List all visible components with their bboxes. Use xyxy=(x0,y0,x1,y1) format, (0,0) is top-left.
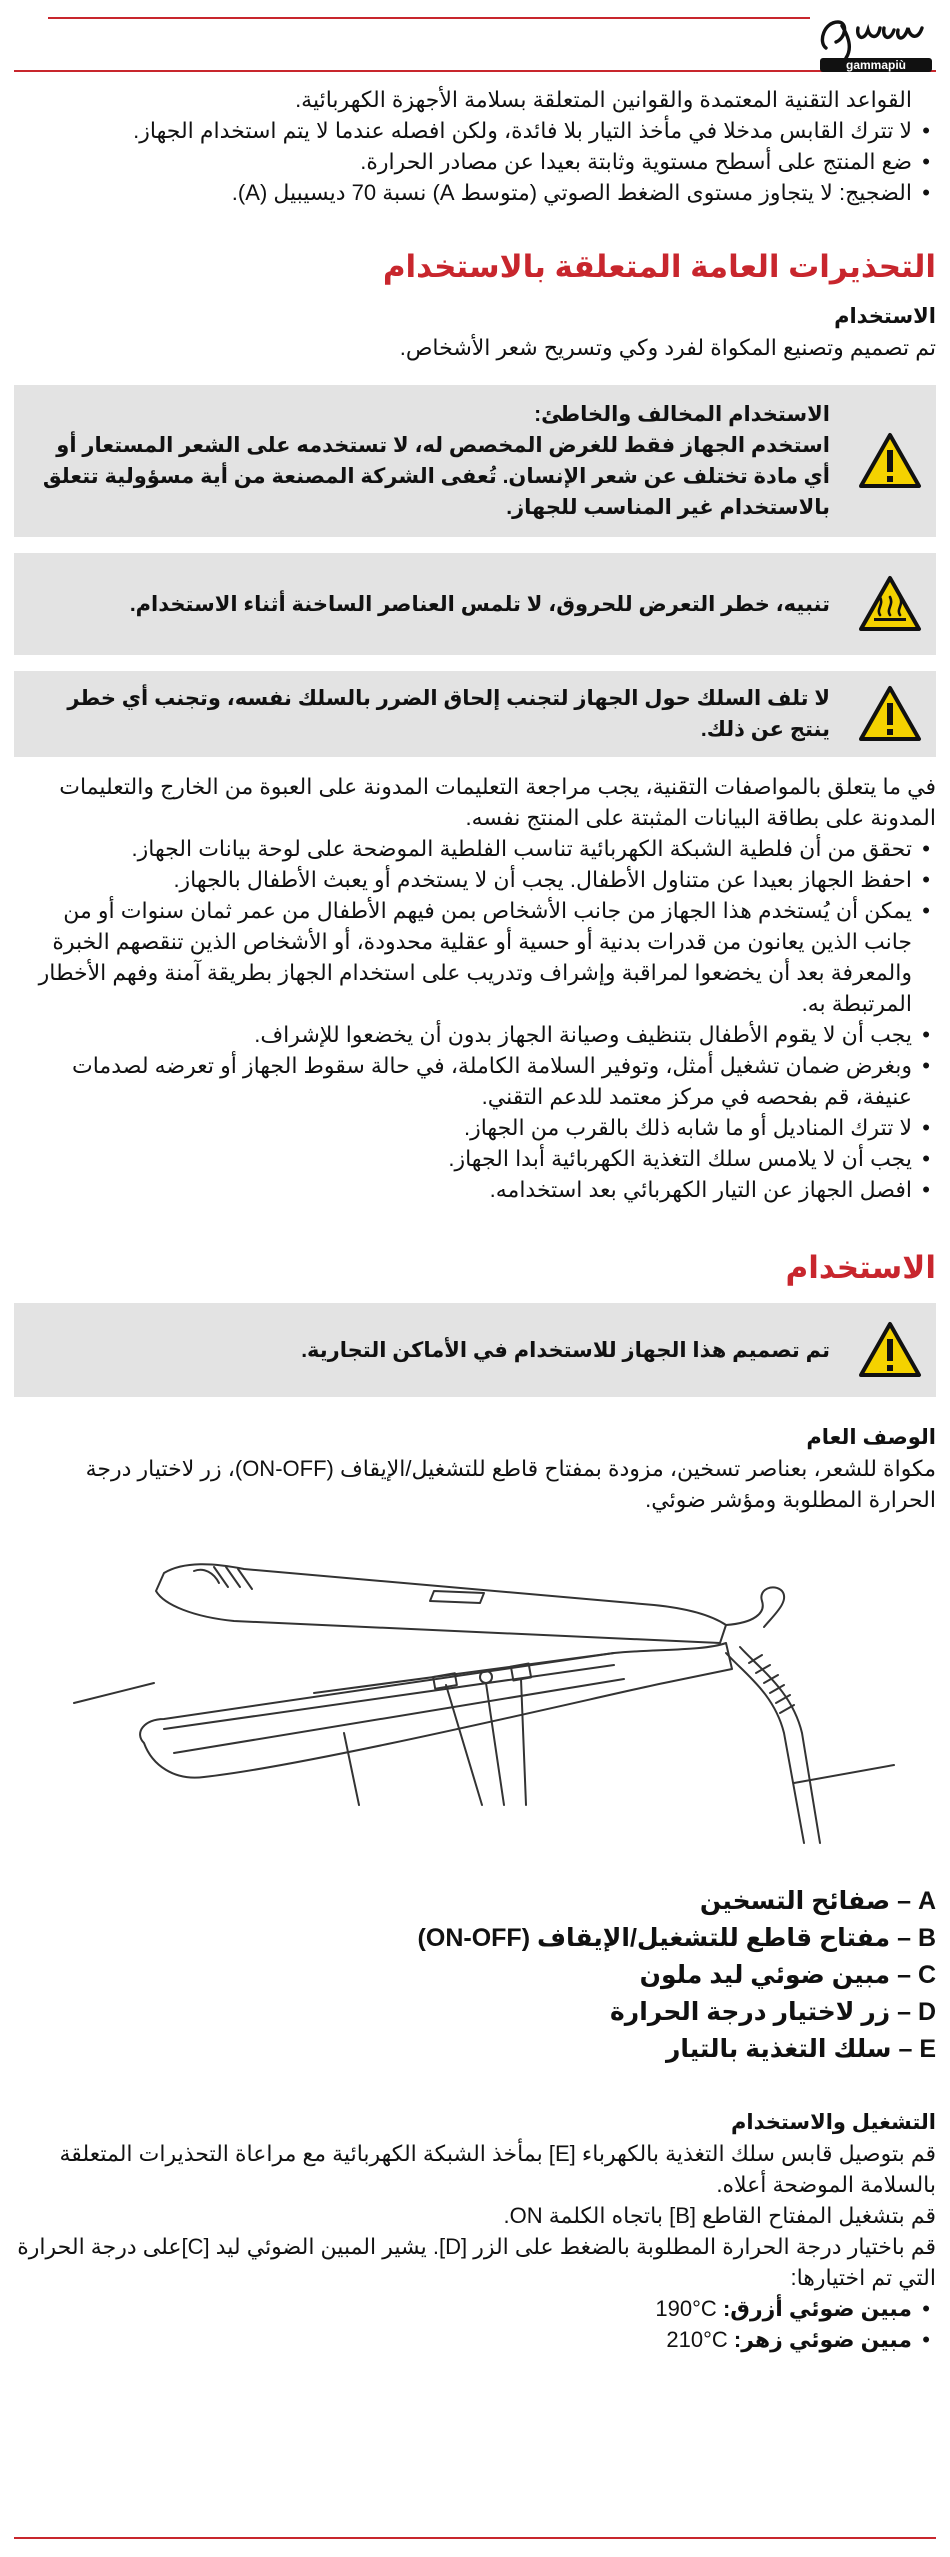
list-item: القواعد التقنية المعتمدة والقوانين المتعلقة بسلامة الأجهزة الكهربائية. xyxy=(295,87,912,112)
operation-step-2: قم بتشغيل المفتاح القاطع [B] باتجاه الكلمة ON. xyxy=(503,2203,936,2228)
section-title-usage: الاستخدام xyxy=(785,1250,936,1285)
warning-triangle-icon xyxy=(858,432,922,490)
list-item: • يجب أن لا يقوم الأطفال بتنظيف وصيانة الجهاز بدون أن يخضعوا للإشراف. xyxy=(14,1019,912,1050)
gammapiu-logo xyxy=(812,8,940,74)
list-item: • افصل الجهاز عن التيار الكهربائي بعد استخدامه. xyxy=(14,1174,912,1205)
hot-surface-icon xyxy=(858,575,922,633)
list-item: • مبين ضوئي أزرق: 190°C xyxy=(14,2293,912,2324)
warning-box-text: استخدم الجهاز فقط للغرض المخصص له، لا تستخدمه على الشعر المستعار أو أي مادة تختلف عن شعر الإنسان. تُعفى الشركة المصنعة من أية مسؤولية تتعلق بالاستخدام غير المناسب للجهاز. xyxy=(42,434,830,519)
warning-box-text: تنبيه، خطر التعرض للحروق، لا تلمس العناصر الساخنة أثناء الاستخدام. xyxy=(129,592,830,616)
usage-text: تم تصميم وتصنيع المكواة لفرد وكي وتسريح شعر الأشخاص. xyxy=(399,335,936,360)
warning-box-text: لا تلف السلك حول الجهاز لتجنب إلحاق الضرر بالسلك نفسه، وتجنب أي خطر ينتج عن ذلك. xyxy=(67,687,830,741)
header-rule xyxy=(48,17,810,19)
operation-step-3: قم باختيار درجة الحرارة المطلوبة بالضغط على الزر [D]. يشير المبين الضوئي ليد [C]على درجة الحرارة التي تم اختيارها: xyxy=(17,2234,936,2290)
safety-bullet-list xyxy=(14,833,936,1205)
warning-box-cable xyxy=(14,671,936,757)
warning-triangle-icon xyxy=(858,685,922,743)
list-item: • احفظ الجهاز بعيدا عن متناول الأطفال. يجب أن لا يستخدم أو يعبث الأطفال بالجهاز. xyxy=(14,864,912,895)
straightener-illustration xyxy=(14,1543,936,1853)
section-title-warnings: التحذيرات العامة المتعلقة بالاستخدام xyxy=(382,249,936,284)
general-description-heading: الوصف العام xyxy=(806,1426,936,1449)
operation-step-1: قم بتوصيل قابس سلك التغذية بالكهرباء [E] بمأخذ الشبكة الكهربائية مع مراعاة التحذيرات المتعلقة بالسلامة الموضحة أعلاه. xyxy=(59,2141,936,2197)
footer-rule xyxy=(14,2537,936,2539)
warning-box-text: تم تصميم هذا الجهاز للاستخدام في الأماكن التجارية. xyxy=(301,1338,830,1362)
list-item: • يجب أن لا يلامس سلك التغذية الكهربائية أبدا الجهاز. xyxy=(14,1143,912,1174)
list-item: A – صفائح التسخين xyxy=(699,1887,936,1915)
list-item: • وبغرض ضمان تشغيل أمثل، وتوفير السلامة الكاملة، في حالة سقوط الجهاز أو تعرضه لصدمات عنيفة، قم بفحصه في مركز معتمد للدعم التقني. xyxy=(14,1050,912,1112)
warning-box-commercial xyxy=(14,1303,936,1397)
warning-box-misuse xyxy=(14,385,936,537)
top-bullet-list xyxy=(14,84,936,208)
operation-heading: التشغيل والاستخدام xyxy=(731,2111,936,2134)
list-item: • يمكن أن يُستخدم هذا الجهاز من جانب الأشخاص بمن فيهم الأطفال من عمر ثمان سنوات أو من جانب الذين يعانون من قدرات بدنية أو حسية أو عقلية محدودة، أو الأشخاص الذين تنقصهم الخبرة والمعرفة بعد أن يخضعوا لمراقبة وإشراف وتدريب على استخدام الجهاز بطريقة آمنة وفهم الأخطار المرتبطة به. xyxy=(14,895,912,1019)
list-item: • الضجيج: لا يتجاوز مستوى الضغط الصوتي (متوسط A) نسبة 70 ديسيبيل (A). xyxy=(14,177,912,208)
temperature-list xyxy=(14,2293,936,2355)
usage-heading: الاستخدام xyxy=(834,305,936,328)
list-item: • مبين ضوئي زهر: 210°C xyxy=(14,2324,912,2355)
list-item: B – مفتاح قاطع للتشغيل/الإيقاف (ON-OFF) xyxy=(417,1924,936,1952)
list-item: • تحقق من أن فلطية الشبكة الكهربائية تناسب الفلطية الموضحة على لوحة بيانات الجهاز. xyxy=(14,833,912,864)
warning-box-burn xyxy=(14,553,936,655)
logo-text: gammapiù xyxy=(845,58,907,72)
tech-intro-text: في ما يتعلق بالمواصفات التقنية، يجب مراجعة التعليمات المدونة على العبوة من الخارج والتعليمات المدونة على بطاقة البيانات المثبتة على المنتج نفسه. xyxy=(59,774,936,830)
warning-triangle-icon xyxy=(858,1321,922,1379)
general-description-text: مكواة للشعر، بعناصر تسخين، مزودة بمفتاح قاطع للتشغيل/الإيقاف (ON-OFF)، زر لاختيار درجة الحرارة المطلوبة ومؤشر ضوئي. xyxy=(85,1456,936,1512)
list-item: E – سلك التغذية بالتيار xyxy=(665,2035,936,2063)
list-item: C – مبين ضوئي ليد ملون xyxy=(639,1961,936,1989)
list-item: D – زر لاختيار درجة الحرارة xyxy=(610,1998,936,2026)
list-item: • لا تترك المناديل أو ما شابه ذلك بالقرب من الجهاز. xyxy=(14,1112,912,1143)
parts-list xyxy=(14,1883,936,2068)
straightener-diagram xyxy=(14,1543,936,1853)
list-item: • ضع المنتج على أسطح مستوية وثابتة بعيدا عن مصادر الحرارة. xyxy=(14,146,912,177)
header-rule-bottom xyxy=(14,70,936,72)
page-content xyxy=(14,84,936,2355)
warning-box-heading: الاستخدام المخالف والخاطئ: xyxy=(534,403,830,426)
list-item: • لا تترك القابس مدخلا في مأخذ التيار بلا فائدة، ولكن افصله عندما لا يتم استخدام الجهاز. xyxy=(14,115,912,146)
